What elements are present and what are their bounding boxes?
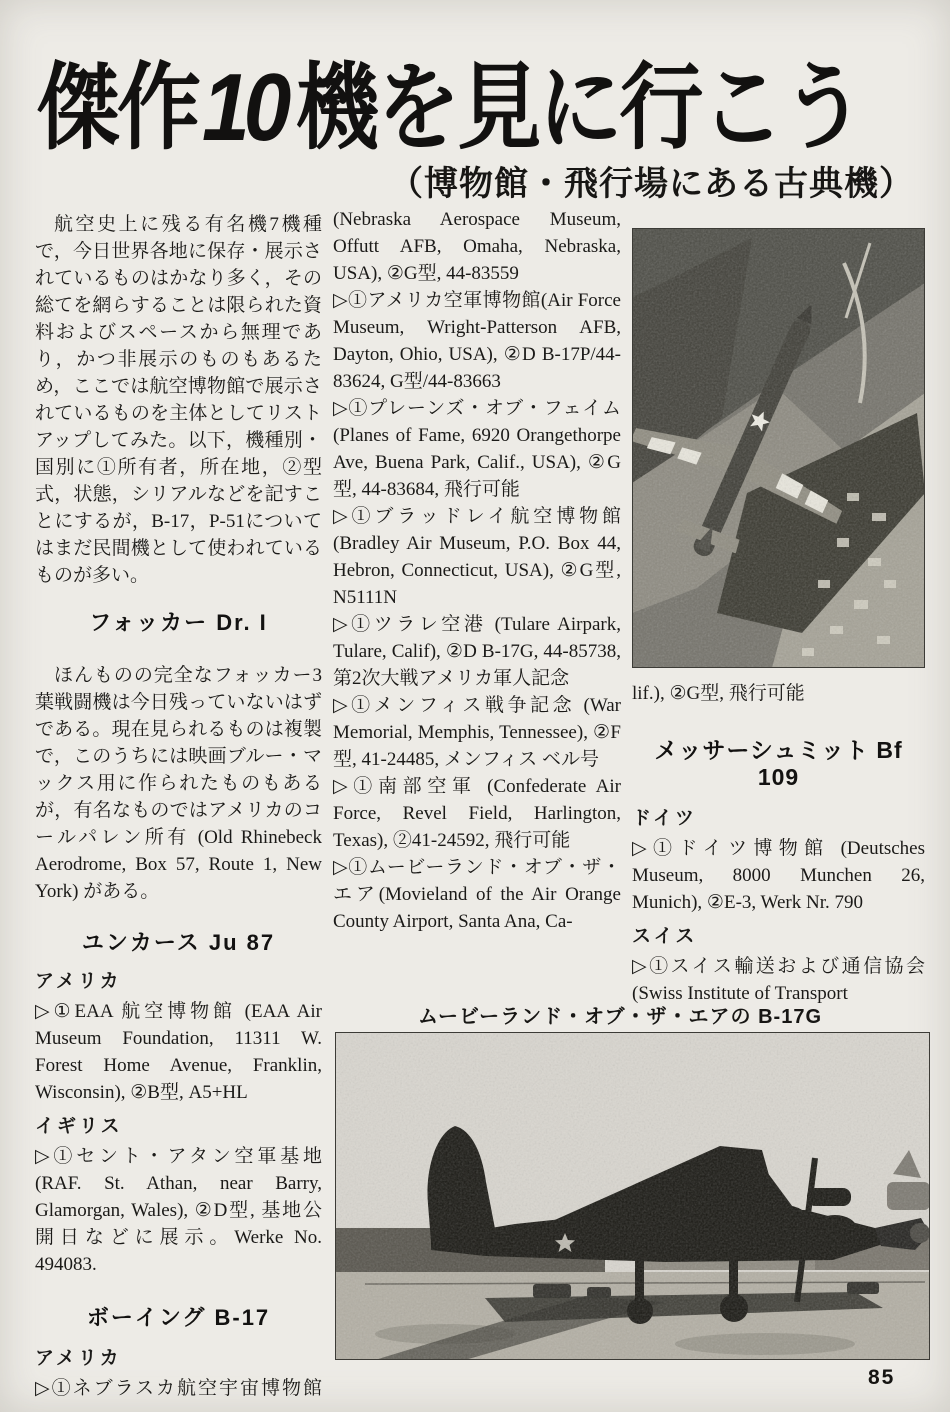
- page-title: [36, 53, 920, 162]
- section-heading-junkers: ユンカース Ju 87: [81, 930, 276, 955]
- junkers-entry-usa: ▷①EAA 航空博物館 (EAA Air Museum Foundation, 11311 W. Forest Home Avenue, Franklin, Wisconsin), ②B型, A5+HL: [35, 1001, 322, 1103]
- section-heading-messerschmitt: メッサーシュミット Bf 109: [654, 737, 903, 790]
- section-heading-boeing: ボーイング B-17: [86, 1305, 271, 1330]
- b17-entry: ▷①南部空軍 (Confederate Air Force, Revel Field, Harlington, Texas), ②41-24592, 飛行可能: [333, 776, 621, 851]
- b17-ground-photo: [335, 1032, 930, 1360]
- messerschmitt-entry-switzerland: ▷①スイス輸送および通信協会 (Swiss Institute of Transport: [632, 956, 925, 1004]
- title-prefix: 傑作: [36, 54, 199, 160]
- fokker-paragraph: ほんものの完全なフォッカー3葉戦闘機は今日残っていないはずである。現在見られるものは複製で，このうちには映画ブルー・マックス用に作られたものもあるが，有名なものではアメリカのコールパレン所有 (Old Rhinebeck Aerodrome, Box 57, Route 1, New York) がある。: [35, 665, 322, 902]
- country-label-switzerland: スイス: [632, 926, 698, 947]
- country-label-germany: ドイツ: [632, 808, 698, 829]
- right-column: [632, 680, 925, 1007]
- photo-caption: ムービーランド・オブ・ザ・エアの B-17G: [417, 1006, 823, 1028]
- messerschmitt-entry-germany: ▷①ドイツ博物館 (Deutsches Museum, 8000 Munchen 26, Munich), ②E-3, Werk Nr. 790: [632, 838, 925, 913]
- movieland-entry-continuation: lif.), ②G型, 飛行可能: [632, 683, 805, 704]
- intro-paragraph: 航空史上に残る有名機7機種で，今日世界各地に保存・展示されているものはかなり多く，その総てを網らすることは限られた資料およびスペースから無理であり，かつ非展示のものもあるため，ここでは航空博物館で展示されているものを主体としてリストアップしてみた。以下，機種別・国別に①所有者，所在地，②型式，状態，シリアルなどを記すことにするが，B-17，P-51についてはまだ民間機として使われているものが多い。: [35, 214, 322, 586]
- page-number: 85: [868, 1366, 896, 1389]
- masthead: [36, 53, 920, 203]
- country-label-uk: イギリス: [35, 1116, 123, 1137]
- b17-entry: ▷①アメリカ空軍博物館(Air Force Museum, Wright-Patterson AFB, Dayton, Ohio, USA), ②D B-17P/44-83624, G型/44-83663: [333, 290, 621, 392]
- title-number: 10: [202, 53, 286, 162]
- middle-column: [333, 206, 621, 935]
- country-label-usa-2: アメリカ: [35, 1348, 122, 1369]
- page-subtitle: （博物館・飛行場にある古典機）: [389, 165, 914, 203]
- country-label-usa: アメリカ: [35, 971, 122, 992]
- b17-entry: ▷①メンフィス戦争記念 (War Memorial, Memphis, Tennessee), ②F型, 41-24485, メンフィス ベル号: [333, 695, 621, 770]
- boeing-entry-start: ▷①ネブラスカ航空宇宙博物館: [35, 1378, 322, 1399]
- left-column: [35, 211, 322, 1402]
- junkers-entry-uk: ▷①セント・アタン空軍基地(RAF. St. Athan, near Barry, Glamorgan, Wales), ②D型, 基地公開日などに展示。Werke No. 494083.: [35, 1146, 322, 1275]
- b17-entry: ▷①ムービーランド・オブ・ザ・エア(Movieland of the Air Orange County Airport, Santa Ana, Ca-: [333, 857, 621, 932]
- aerial-p51-photo: [632, 228, 925, 668]
- b17-entry: ▷①プレーンズ・オブ・フェイム (Planes of Fame, 6920 Orangethorpe Ave, Buena Park, Calif., USA), ②G型, 44-83684, 飛行可能: [333, 398, 621, 500]
- b17-entry: ▷①ブラッドレイ航空博物館 (Bradley Air Museum, P.O. Box 44, Hebron, Connecticut, USA), ②G型, N5111N: [333, 506, 621, 608]
- section-heading-fokker: フォッカー Dr. I: [89, 610, 268, 635]
- b17-entry: ▷①ツラレ空港 (Tulare Airpark, Tulare, Calif), ②D B-17G, 44-85738, 第2次大戦アメリカ軍人記念: [333, 614, 621, 689]
- b17-entry: (Nebraska Aerospace Museum, Offutt AFB, Omaha, Nebraska, USA), ②G型, 44-83559: [333, 209, 621, 284]
- title-suffix: 機を見に行こう: [295, 54, 863, 160]
